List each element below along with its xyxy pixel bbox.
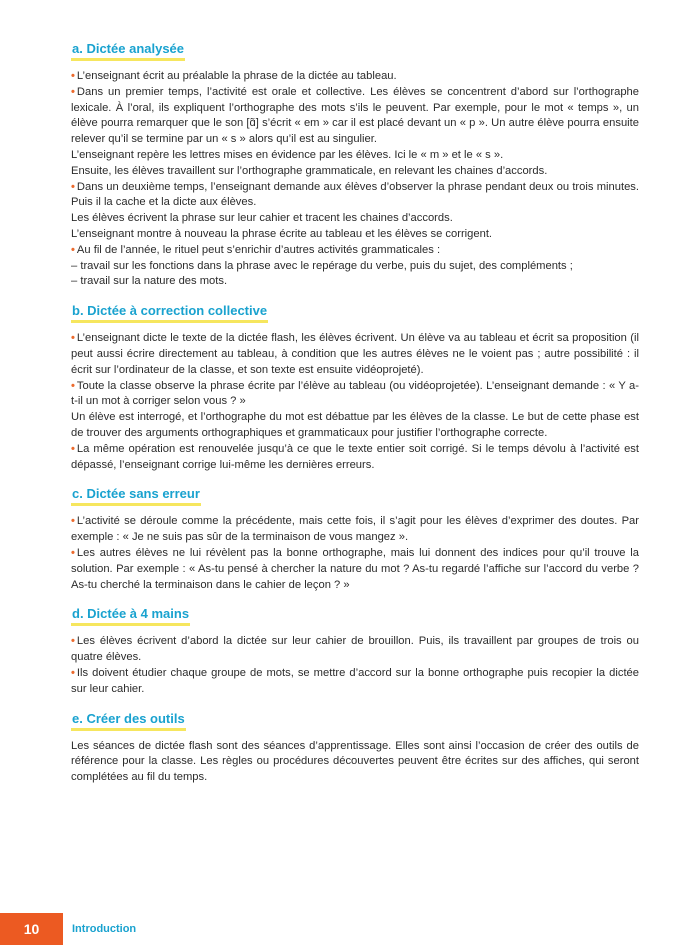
- bullet-paragraph: [71, 331, 639, 378]
- paragraph-text: L’activité se déroule comme la précédente, mais cette fois, il s’agit pour les élèves d’exprimer des doutes. Par exemple : « Je ne suis pas sûr de la terminaison de vous mangez ».: [71, 515, 639, 544]
- paragraph-text: Un élève est interrogé, et l’orthographe du mot est débattue par les élèves de la classe. Le but de cette phase est de trouver des arguments orthographiques et grammaticaux pour justifier l’orthographe correcte.: [71, 411, 639, 439]
- bullet-icon: •: [71, 546, 75, 559]
- section: [71, 40, 639, 290]
- paragraph-text: Dans un premier temps, l’activité est orale et collective. Les élèves se concentrent d’abord sur l’orthographe lexicale. À l’oral, ils expliquent l’orthographe des mots s’ils le peuvent. Par exemple, pour le mot « temps », un élève pourra remarquer que le son [ɑ̃] s’écrit « em » car il est placé devant un « p ». Un autre élève pourra ensuite relever qu’il se termine par un « s » alors qu’il est au singulier.: [71, 85, 639, 146]
- bullet-icon: •: [71, 180, 75, 193]
- section-heading: c. Dictée sans erreur: [71, 486, 201, 506]
- bullet-icon: •: [71, 243, 75, 256]
- paragraph-text: Ensuite, les élèves travaillent sur l’orthographe grammaticale, en relevant les chaines d’accords.: [71, 164, 548, 177]
- bullet-icon: •: [71, 379, 75, 392]
- paragraph: [71, 410, 639, 442]
- paragraph-text: Les autres élèves ne lui révèlent pas la bonne orthographe, mais lui donnent des indices pour qu’il trouve la solution. Par exemple : « As-tu pensé à chercher la nature du mot ? As-tu regardé l’affiche sur l’accord du verbe ? As-tu cherché la terminaison dans le cahier de leçon ? »: [71, 546, 639, 591]
- paragraph-text: Dans un deuxième temps, l’enseignant demande aux élèves d’observer la phrase pendant deux ou trois minutes. Puis il la cache et la dicte aux élèves.: [71, 180, 639, 209]
- bullet-paragraph: [71, 85, 639, 148]
- paragraph: [71, 211, 639, 227]
- paragraph: [71, 259, 639, 275]
- bullet-icon: •: [71, 515, 75, 528]
- paragraph-text: L’enseignant dicte le texte de la dictée flash, les élèves écrivent. Un élève va au tableau et écrit sa proposition (il peut aussi écrire directement au tableau, à condition que les autres élèves ne le voient pas ; autre possibilité : il écrit sur l’ordinateur de la classe, et son texte est ensuite vidéoprojeté).: [71, 332, 639, 376]
- paragraph: [71, 148, 639, 164]
- section-heading: b. Dictée à correction collective: [71, 303, 268, 323]
- bullet-icon: •: [71, 442, 75, 455]
- bullet-paragraph: [71, 442, 639, 474]
- bullet-paragraph: [71, 379, 639, 411]
- bullet-icon: •: [71, 332, 75, 345]
- paragraph-text: Au fil de l’année, le rituel peut s’enrichir d’autres activités grammaticales :: [76, 243, 441, 256]
- paragraph: [71, 274, 639, 290]
- paragraph: [71, 164, 639, 180]
- bullet-icon: •: [71, 85, 75, 98]
- bullet-paragraph: [71, 514, 639, 546]
- paragraph-text: La même opération est renouvelée jusqu’à ce que le texte entier soit corrigé. Si le temps dévolu à l’activité est dépassé, l’enseignant corrige lui-même les dernières erreurs.: [71, 442, 639, 471]
- bullet-paragraph: [71, 243, 639, 259]
- paragraph-text: Toute la classe observe la phrase écrite par l’élève au tableau (ou vidéoprojetée). L’enseignant demande : « Y a-t-il un mot à corriger selon vous ? »: [71, 379, 639, 408]
- paragraph: [71, 227, 639, 243]
- paragraph-text: L’enseignant montre à nouveau la phrase écrite au tableau et les élèves se corrigent.: [71, 227, 493, 240]
- page-number: 10: [0, 913, 63, 945]
- paragraph: [71, 739, 639, 786]
- section: [71, 485, 639, 593]
- section-heading: a. Dictée analysée: [71, 41, 185, 61]
- section: [71, 302, 639, 473]
- bullet-icon: •: [71, 635, 75, 648]
- page-content: [71, 40, 639, 798]
- paragraph-text: – travail sur la nature des mots.: [71, 275, 228, 288]
- bullet-paragraph: [71, 69, 639, 85]
- paragraph-text: Ils doivent étudier chaque groupe de mots, se mettre d’accord sur la bonne orthographe puis recopier la dictée sur leur cahier.: [71, 666, 639, 695]
- section: [71, 605, 639, 697]
- bullet-paragraph: [71, 546, 639, 593]
- section-heading: d. Dictée à 4 mains: [71, 606, 190, 626]
- paragraph-text: Les séances de dictée flash sont des séances d’apprentissage. Elles sont ainsi l’occasion de créer des outils de référence pour la classe. Les règles ou procédures découvertes peuvent être écrites sur des affiches, qui seront complétées au fil du temps.: [71, 739, 639, 784]
- bullet-paragraph: [71, 634, 639, 666]
- paragraph-text: Les élèves écrivent la phrase sur leur cahier et tracent les chaines d’accords.: [71, 212, 453, 225]
- bullet-icon: •: [71, 666, 75, 679]
- bullet-paragraph: [71, 180, 639, 212]
- paragraph-text: – travail sur les fonctions dans la phrase avec le repérage du verbe, puis du sujet, des compléments ;: [71, 259, 573, 272]
- paragraph-text: L’enseignant repère les lettres mises en évidence par les élèves. Ici le « m » et le « s ».: [71, 148, 504, 161]
- paragraph-text: Les élèves écrivent d’abord la dictée sur leur cahier de brouillon. Puis, ils travaillent par groupes de trois ou quatre élèves.: [71, 635, 639, 664]
- bullet-paragraph: [71, 666, 639, 698]
- section-heading: e. Créer des outils: [71, 711, 186, 731]
- chapter-label: Introduction: [72, 923, 137, 935]
- bullet-icon: •: [71, 70, 75, 82]
- section: [71, 710, 639, 786]
- paragraph-text: L’enseignant écrit au préalable la phrase de la dictée au tableau.: [76, 70, 397, 82]
